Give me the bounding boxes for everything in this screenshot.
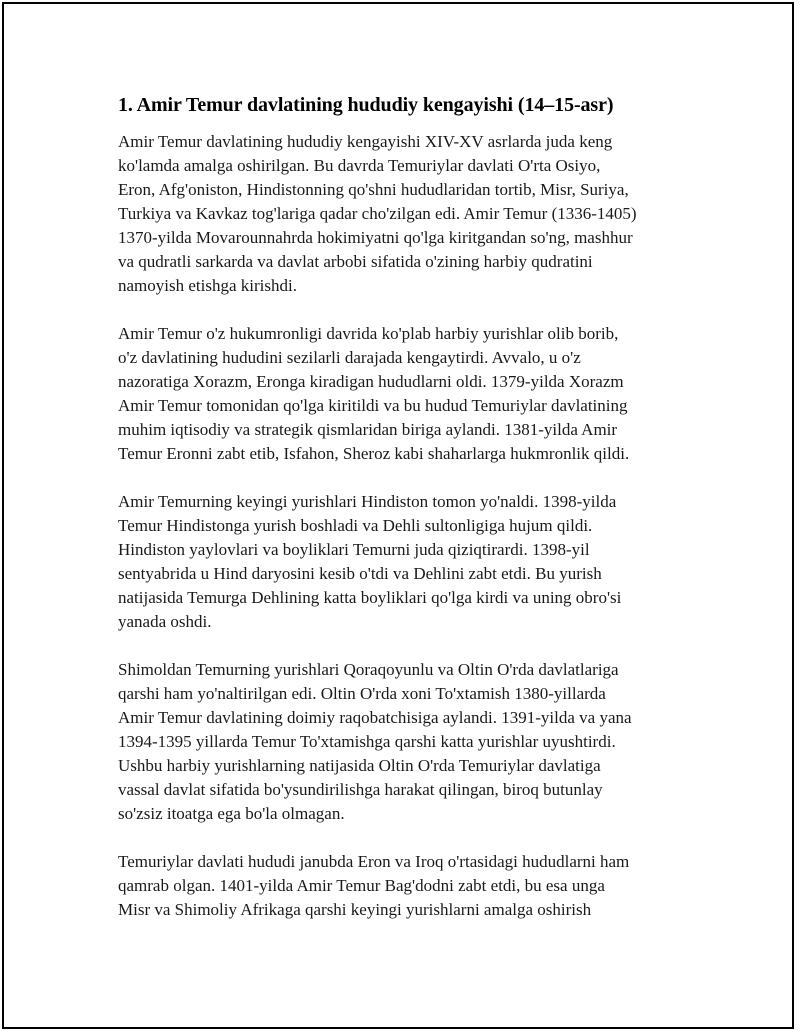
text-line: o'z davlatining hududini sezilarli darajada kengaytirdi. Avvalo, u o'z	[118, 348, 581, 367]
text-line: natijasida Temurga Dehlining katta boyliklari qo'lga kirdi va uning obro'si	[118, 588, 622, 607]
paragraph-4	[118, 658, 693, 826]
text-line: Temur Hindistonga yurish boshladi va Dehli sultonligiga hujum qildi.	[118, 516, 593, 535]
text-line: Misr va Shimoliy Afrikaga qarshi keyingi yurishlarni amalga oshirish	[118, 900, 592, 919]
text-line: nazoratiga Xorazm, Eronga kiradigan hududlarni oldi. 1379-yilda Xorazm	[118, 372, 624, 391]
text-line: Ushbu harbiy yurishlarning natijasida Oltin O'rda Temuriylar davlatiga	[118, 756, 601, 775]
text-line: ko'lamda amalga oshirilgan. Bu davrda Temuriylar davlati O'rta Osiyo,	[118, 156, 601, 175]
text-line: Shimoldan Temurning yurishlari Qoraqoyunlu va Oltin O'rda davlatlariga	[118, 660, 619, 679]
text-line: 1370-yilda Movarounnahrda hokimiyatni qo'lga kiritgandan so'ng, mashhur	[118, 228, 633, 247]
text-line: sentyabrida u Hind daryosini kesib o'tdi va Dehlini zabt etdi. Bu yurish	[118, 564, 602, 583]
text-line: vassal davlat sifatida bo'ysundirilishga harakat qilingan, biroq butunlay	[118, 780, 603, 799]
text-line: Temur Eronni zabt etib, Isfahon, Sheroz kabi shaharlarga hukmronlik qildi.	[118, 444, 630, 463]
section-heading: 1. Amir Temur davlatining hududiy kengayishi (14–15-asr)	[118, 94, 614, 116]
document-body	[118, 92, 693, 946]
paragraph-2	[118, 322, 693, 466]
text-line: muhim iqtisodiy va strategik qismlaridan biriga aylandi. 1381-yilda Amir	[118, 420, 618, 439]
text-line: Eron, Afg'oniston, Hindistonning qo'shni hududlaridan tortib, Misr, Suriya,	[118, 180, 629, 199]
text-line: qamrab olgan. 1401-yilda Amir Temur Bag'dodni zabt etdi, bu esa unga	[118, 876, 605, 895]
text-line: Amir Temur davlatining doimiy raqobatchisiga aylandi. 1391-yilda va yana	[118, 708, 632, 727]
text-line: namoyish etishga kirishdi.	[118, 276, 297, 295]
text-line: va qudratli sarkarda va davlat arbobi sifatida o'zining harbiy qudratini	[118, 252, 593, 271]
text-line: Hindiston yaylovlari va boyliklari Temurni juda qiziqtirardi. 1398-yil	[118, 540, 590, 559]
text-line: Turkiya va Kavkaz tog'lariga qadar cho'zilgan edi. Amir Temur (1336-1405)	[118, 204, 637, 223]
text-line: qarshi ham yo'naltirilgan edi. Oltin O'rda xoni To'xtamish 1380-yillarda	[118, 684, 606, 703]
text-line: Amir Temur o'z hukumronligi davrida ko'plab harbiy yurishlar olib borib,	[118, 324, 619, 343]
text-line: 1394-1395 yillarda Temur To'xtamishga qarshi katta yurishlar uyushtirdi.	[118, 732, 616, 751]
text-line: Temuriylar davlati hududi janubda Eron va Iroq o'rtasidagi hududlarni ham	[118, 852, 630, 871]
text-line: Amir Temurning keyingi yurishlari Hindiston tomon yo'naldi. 1398-yilda	[118, 492, 617, 511]
paragraph-1	[118, 130, 693, 298]
text-line: so'zsiz itoatga ega bo'la olmagan.	[118, 804, 345, 823]
paragraph-3	[118, 490, 693, 634]
paragraph-5	[118, 850, 693, 922]
text-line: Amir Temur tomonidan qo'lga kiritildi va bu hudud Temuriylar davlatining	[118, 396, 628, 415]
text-line: Amir Temur davlatining hududiy kengayishi XIV-XV asrlarda juda keng	[118, 132, 613, 151]
text-line: yanada oshdi.	[118, 612, 212, 631]
